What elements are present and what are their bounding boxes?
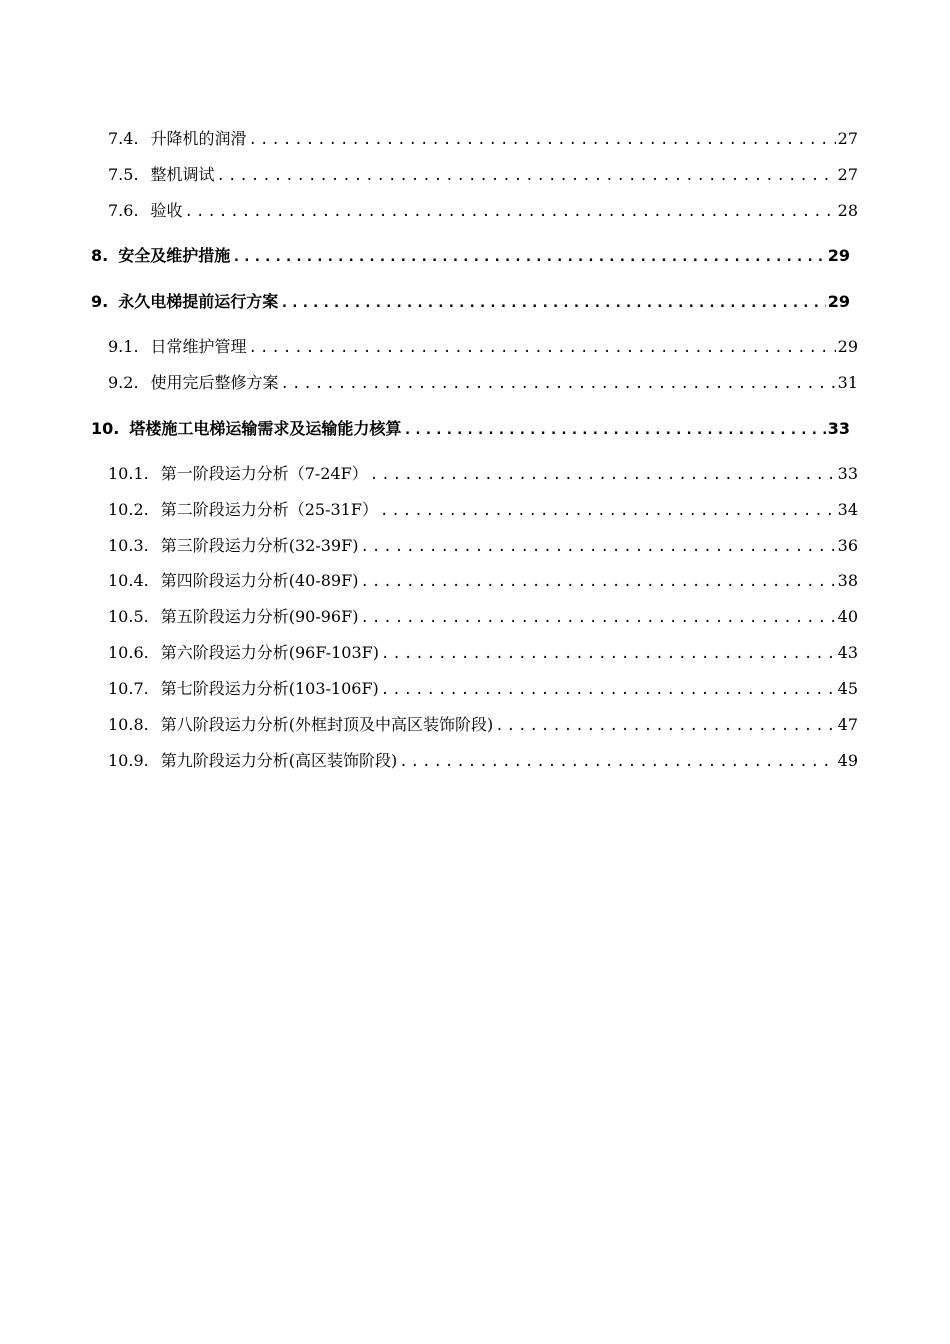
toc-entry-title: 第五阶段运力分析(90-96F) — [160, 607, 359, 626]
toc-entry-title: 永久电梯提前运行方案 — [118, 292, 279, 311]
toc-entry-10-3[interactable] — [108, 533, 858, 556]
dot-leader — [360, 610, 835, 626]
dot-leader — [217, 168, 836, 184]
toc-entry-number: 7.4. — [108, 129, 139, 148]
toc-entry-10-1[interactable] — [108, 461, 858, 484]
toc-entry-9-1[interactable] — [108, 334, 858, 357]
toc-entry-page: 31 — [837, 373, 858, 392]
toc-entry-page: 34 — [837, 500, 858, 519]
dot-leader — [495, 718, 835, 734]
toc-entry-9[interactable] — [91, 289, 850, 312]
toc-entry-page: 36 — [837, 536, 858, 555]
toc-entry-page: 27 — [837, 165, 858, 184]
toc-entry-number: 10.3. — [108, 536, 149, 555]
toc-entry-number: 10.5. — [108, 607, 149, 626]
dot-leader — [249, 340, 836, 356]
toc-entry-page: 29 — [827, 246, 850, 265]
dot-leader — [185, 204, 836, 220]
toc-entry-10-6[interactable] — [108, 640, 858, 663]
dot-leader — [360, 539, 835, 555]
toc-entry-number: 10.6. — [108, 643, 149, 662]
dot-leader — [232, 249, 826, 265]
toc-entry-page: 43 — [837, 643, 858, 662]
toc-entry-number: 9. — [91, 292, 109, 311]
toc-entry-10-5[interactable] — [108, 604, 858, 627]
toc-entry-page: 28 — [837, 201, 858, 220]
toc-entry-page: 38 — [837, 571, 858, 590]
toc-entry-7-5[interactable] — [108, 162, 858, 185]
toc-entry-title: 升降机的润滑 — [150, 129, 247, 148]
toc-entry-7-6[interactable] — [108, 198, 858, 221]
toc-entry-page: 27 — [837, 129, 858, 148]
toc-entry-page: 49 — [837, 751, 858, 770]
toc-entry-10-2[interactable] — [108, 497, 858, 520]
toc-entry-number: 10.2. — [108, 500, 149, 519]
toc-entry-page: 45 — [837, 679, 858, 698]
toc-entry-page: 33 — [837, 464, 858, 483]
toc-entry-title: 第六阶段运力分析(96F-103F) — [160, 643, 379, 662]
dot-leader — [370, 467, 836, 483]
toc-entry-page: 33 — [827, 419, 850, 438]
toc-entry-number: 9.2. — [108, 373, 139, 392]
toc-entry-number: 8. — [91, 246, 109, 265]
dot-leader — [381, 646, 836, 662]
toc-entry-title: 整机调试 — [150, 165, 215, 184]
toc-entry-title: 安全及维护措施 — [118, 246, 231, 265]
toc-entry-number: 7.6. — [108, 201, 139, 220]
toc-entry-number: 10.4. — [108, 571, 149, 590]
toc-entry-page: 29 — [837, 337, 858, 356]
toc-entry-number: 7.5. — [108, 165, 139, 184]
toc-entry-title: 塔楼施工电梯运输需求及运输能力核算 — [129, 419, 402, 438]
toc-entry-number: 10.9. — [108, 751, 149, 770]
dot-leader — [281, 376, 836, 392]
toc-entry-number: 10.1. — [108, 464, 149, 483]
toc-entry-10-4[interactable] — [108, 568, 858, 591]
dot-leader — [380, 503, 836, 519]
toc-entry-title: 使用完后整修方案 — [150, 373, 279, 392]
toc-entry-title: 第九阶段运力分析(高区装饰阶段) — [160, 751, 398, 770]
toc-entry-10-7[interactable] — [108, 676, 858, 699]
dot-leader — [403, 422, 825, 438]
toc-entry-number: 10.8. — [108, 715, 149, 734]
toc-entry-8[interactable] — [91, 243, 850, 266]
dot-leader — [381, 682, 836, 698]
toc-entry-title: 第七阶段运力分析(103-106F) — [160, 679, 379, 698]
toc-entry-page: 40 — [837, 607, 858, 626]
toc-entry-title: 第三阶段运力分析(32-39F) — [160, 536, 359, 555]
toc-entry-number: 10. — [91, 419, 120, 438]
toc-entry-9-2[interactable] — [108, 370, 858, 393]
dot-leader — [249, 132, 836, 148]
toc-entry-number: 9.1. — [108, 337, 139, 356]
toc-entry-10-8[interactable] — [108, 712, 858, 735]
toc-entry-title: 第二阶段运力分析（25-31F） — [160, 500, 378, 519]
toc-entry-page: 47 — [837, 715, 858, 734]
toc-entry-title: 第一阶段运力分析（7-24F） — [160, 464, 368, 483]
toc-entry-10[interactable] — [91, 416, 850, 439]
toc-entry-title: 验收 — [150, 201, 183, 220]
toc-entry-10-9[interactable] — [108, 748, 858, 771]
toc-entry-number: 10.7. — [108, 679, 149, 698]
toc-entry-7-4[interactable] — [108, 126, 858, 149]
dot-leader — [399, 754, 835, 770]
dot-leader — [280, 295, 826, 311]
toc-entry-title: 日常维护管理 — [150, 337, 247, 356]
toc-entry-title: 第四阶段运力分析(40-89F) — [160, 571, 359, 590]
toc-entry-title: 第八阶段运力分析(外框封顶及中高区装饰阶段) — [160, 715, 494, 734]
toc-entry-page: 29 — [827, 292, 850, 311]
dot-leader — [360, 574, 835, 590]
